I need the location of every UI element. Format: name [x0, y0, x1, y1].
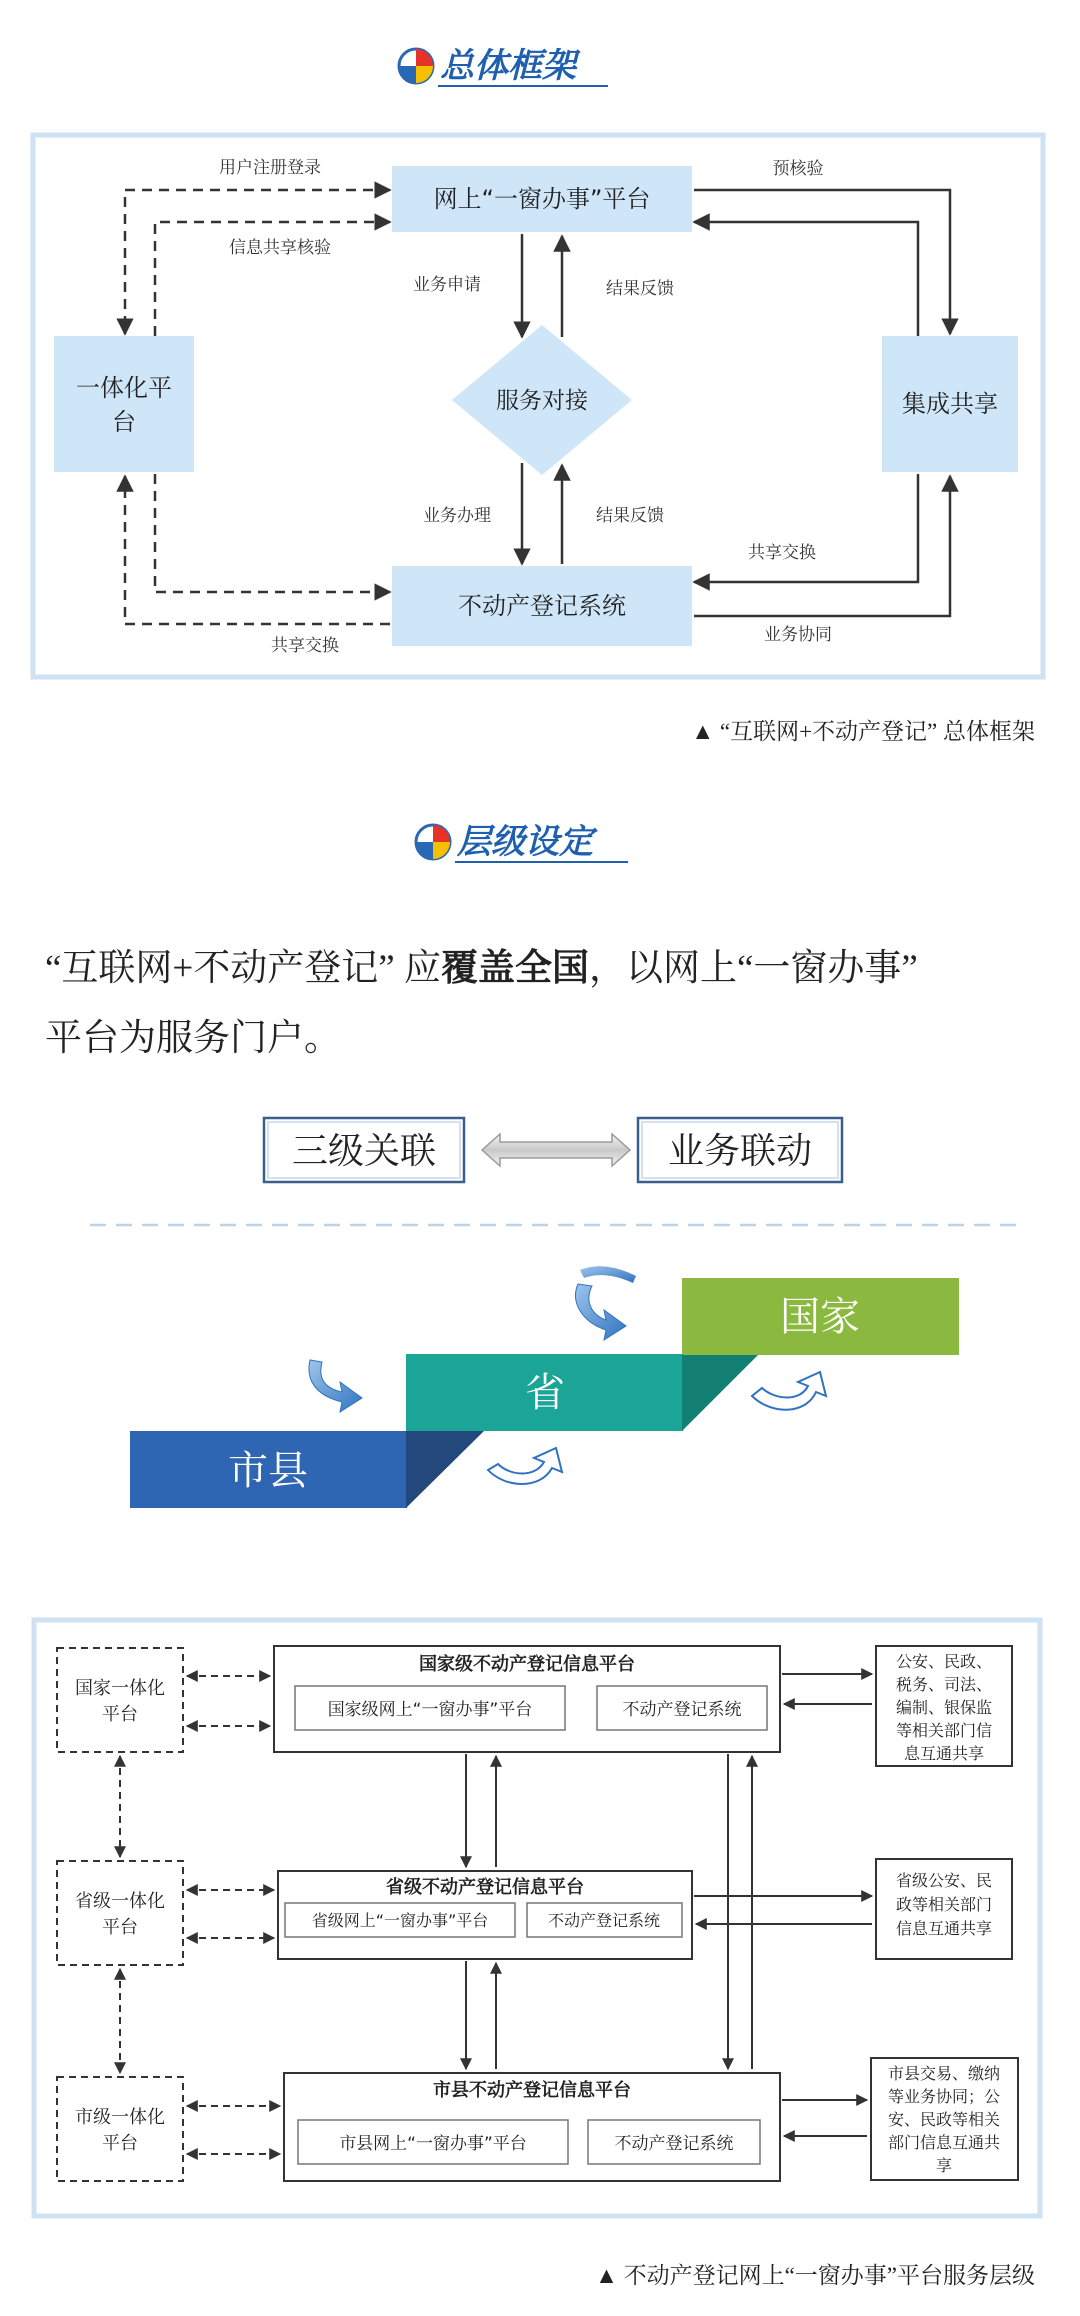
city-platform-title: 市县不动产登记信息平台: [433, 2080, 631, 2101]
national-depts-line: 息互通共享: [903, 1744, 985, 1763]
province-integrated-line2: 平台: [102, 1917, 138, 1938]
node-shared-label: 集成共享: [902, 390, 998, 418]
node-portal-label: 网上“一窗办事”平台: [433, 185, 651, 213]
label-feedback-top: 结果反馈: [606, 279, 674, 299]
intro-paragraph-line2: 平台为服务门户。: [45, 1018, 341, 1059]
relation-left-label: 三级关联: [291, 1131, 437, 1172]
national-integrated-line2: 平台: [102, 1704, 138, 1725]
curved-arrow-icon: [309, 1360, 362, 1412]
city-depts-line: 等业务协同；公: [887, 2087, 1001, 2106]
section-title-text: 层级设定: [457, 822, 593, 862]
province-depts-line: 政等相关部门: [895, 1895, 993, 1914]
section-logo-icon: [399, 49, 433, 83]
curved-arrow-icon: [576, 1284, 626, 1340]
intro-text-part1: “互联网+不动产登记” 应: [45, 948, 441, 989]
relation-row: [264, 1118, 842, 1182]
caption-framework: ▲ “互联网+不动产登记” 总体框架: [691, 719, 1035, 744]
national-registry-label: 不动产登记系统: [622, 1700, 742, 1720]
intro-paragraph-line1: [45, 947, 918, 989]
label-exchange-right: 共享交换: [748, 543, 816, 563]
intro-text-part2: ，以网上“一窗办事”: [588, 948, 918, 989]
node-integrated-line1: 一体化平: [76, 374, 172, 402]
city-integrated-line2: 平台: [102, 2133, 138, 2154]
double-arrow-icon: [482, 1134, 630, 1166]
section-title-text: 总体框架: [440, 46, 576, 86]
label-info-check: 信息共享核验: [229, 238, 331, 258]
national-portal-label: 国家级网上“一窗办事”平台: [327, 1700, 533, 1720]
curved-arrow-icon: [488, 1448, 562, 1484]
label-user-login: 用户注册登录: [219, 158, 321, 178]
province-portal-label: 省级网上“一窗办事”平台: [311, 1911, 489, 1930]
label-handle: 业务办理: [423, 506, 491, 526]
node-integrated: [54, 336, 194, 472]
hierarchy-diagram: [34, 1620, 1040, 2216]
city-integrated-line1: 市级一体化: [75, 2107, 165, 2128]
level-province-label: 省: [525, 1370, 565, 1416]
label-cooperate: 业务协同: [764, 625, 832, 645]
level-staircase: [130, 1266, 959, 1508]
national-platform-title: 国家级不动产登记信息平台: [419, 1654, 635, 1675]
caption-hierarchy: ▲ 不动产登记网上“一窗办事”平台服务层级: [595, 2263, 1035, 2288]
section-title-levels: [416, 822, 628, 862]
province-registry-label: 不动产登记系统: [547, 1911, 661, 1930]
node-integrated-line2: 台: [112, 408, 136, 436]
framework-diagram: [33, 135, 1043, 677]
section-title-framework: [399, 46, 608, 86]
national-depts-line: 编制、银保监: [895, 1698, 993, 1717]
national-depts-line: 公安、民政、: [895, 1652, 993, 1671]
province-depts-line: 省级公安、民: [895, 1871, 993, 1890]
level-national-label: 国家: [780, 1294, 860, 1340]
intro-text-bold: 覆盖全国: [440, 948, 589, 989]
section-logo-icon: [416, 825, 450, 859]
city-registry-label: 不动产登记系统: [614, 2134, 734, 2154]
label-apply: 业务申请: [413, 275, 481, 295]
label-pre-check: 预核验: [772, 159, 824, 179]
province-platform-title: 省级不动产登记信息平台: [386, 1877, 584, 1898]
city-depts-line: 享: [935, 2156, 953, 2175]
city-depts-line: 市县交易、缴纳: [887, 2064, 1001, 2083]
curved-arrow-icon: [580, 1266, 636, 1283]
province-integrated-line1: 省级一体化: [75, 1891, 165, 1912]
label-feedback-bottom: 结果反馈: [596, 506, 664, 526]
national-depts-line: 税务、司法、: [895, 1675, 993, 1694]
national-integrated-line1: 国家一体化: [75, 1678, 165, 1699]
curved-arrow-icon: [752, 1372, 826, 1410]
national-depts-line: 等相关部门信: [895, 1721, 993, 1740]
node-service-label: 服务对接: [496, 388, 588, 414]
level-city-label: 市县: [228, 1448, 308, 1494]
label-exchange-left: 共享交换: [271, 636, 339, 656]
relation-right-label: 业务联动: [667, 1131, 813, 1172]
city-portal-label: 市县网上“一窗办事”平台: [339, 2134, 527, 2154]
province-depts-line: 信息互通共享: [895, 1919, 993, 1938]
node-registry-label: 不动产登记系统: [458, 592, 626, 620]
city-depts-line: 安、民政等相关: [887, 2110, 1001, 2129]
city-depts-line: 部门信息互通共: [887, 2133, 1001, 2152]
